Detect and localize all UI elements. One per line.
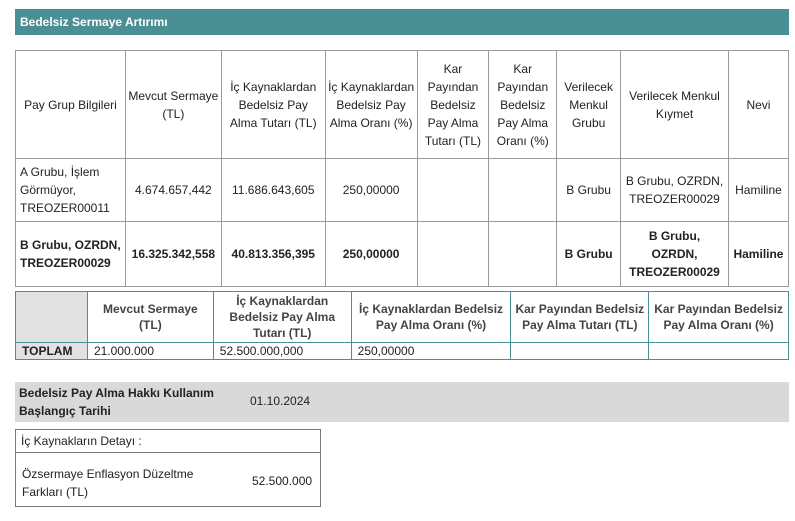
col-header: İç Kaynaklardan Bedelsiz Pay Alma Oranı (%) (325, 51, 417, 159)
capital-increase-table (15, 50, 789, 287)
resource-detail-value: 52.500.000 (252, 474, 313, 488)
table-cell: 4.674.657,442 (125, 159, 221, 222)
col-header: Mevcut Sermaye (TL) (87, 292, 213, 343)
table-cell: B Grubu, OZRDN, TREOZER00029 (621, 222, 729, 287)
table-row (16, 222, 789, 287)
col-header: İç Kaynaklardan Bedelsiz Pay Alma Oranı (%) (351, 292, 511, 343)
total-row (16, 343, 789, 360)
col-header: Kar Payından Bedelsiz Pay Alma Tutarı (TL) (511, 292, 649, 343)
table-cell: 21.000.000 (87, 343, 213, 360)
table-cell (511, 343, 649, 360)
table-cell (417, 222, 489, 287)
table-cell (489, 222, 557, 287)
start-date-value: 01.10.2024 (250, 394, 311, 408)
table-cell: B Grubu, OZRDN, TREOZER00029 (16, 222, 126, 287)
table-cell: A Grubu, İşlem Görmüyor, TREOZER00011 (16, 159, 126, 222)
col-header: İç Kaynaklardan Bedelsiz Pay Alma Tutarı (TL) (213, 292, 351, 343)
table-cell: 250,00000 (325, 159, 417, 222)
table-cell: 52.500.000,000 (213, 343, 351, 360)
table-cell: 16.325.342,558 (125, 222, 221, 287)
col-header (16, 292, 88, 343)
total-table (15, 291, 789, 360)
table-cell: Hamiline (728, 222, 788, 287)
table-cell: B Grubu, OZRDN, TREOZER00029 (621, 159, 729, 222)
table-cell: Hamiline (728, 159, 788, 222)
table-cell (489, 159, 557, 222)
total-label: TOPLAM (16, 343, 88, 360)
col-header: Verilecek Menkul Grubu (557, 51, 621, 159)
table-header-row (16, 51, 789, 159)
col-header: Verilecek Menkul Kıymet (621, 51, 729, 159)
table-cell: B Grubu (557, 159, 621, 222)
resource-detail-header: İç Kaynakların Detayı : (16, 430, 320, 453)
table-cell (417, 159, 489, 222)
total-header-row (16, 292, 789, 343)
col-header: Pay Grup Bilgileri (16, 51, 126, 159)
table-cell: 40.813.356,395 (221, 222, 325, 287)
col-header: İç Kaynaklardan Bedelsiz Pay Alma Tutarı (TL) (221, 51, 325, 159)
table-cell: B Grubu (557, 222, 621, 287)
col-header: Nevi (728, 51, 788, 159)
table-row (16, 159, 789, 222)
table-cell (649, 343, 789, 360)
resource-detail-panel (15, 429, 321, 507)
col-header: Kar Payından Bedelsiz Pay Alma Oranı (%) (649, 292, 789, 343)
col-header: Kar Payından Bedelsiz Pay Alma Tutarı (TL) (417, 51, 489, 159)
start-date-label: Bedelsiz Pay Alma Hakkı Kullanım Başlangıç Tarihi (19, 386, 214, 418)
col-header: Mevcut Sermaye (TL) (125, 51, 221, 159)
section-title: Bedelsiz Sermaye Artırımı (15, 9, 789, 35)
resource-detail-label: Özsermaye Enflasyon Düzeltme Farkları (TL) (22, 467, 194, 499)
table-cell: 11.686.643,605 (221, 159, 325, 222)
start-date-panel (15, 382, 789, 422)
col-header: Kar Payından Bedelsiz Pay Alma Oranı (%) (489, 51, 557, 159)
table-cell: 250,00000 (325, 222, 417, 287)
table-cell: 250,00000 (351, 343, 511, 360)
